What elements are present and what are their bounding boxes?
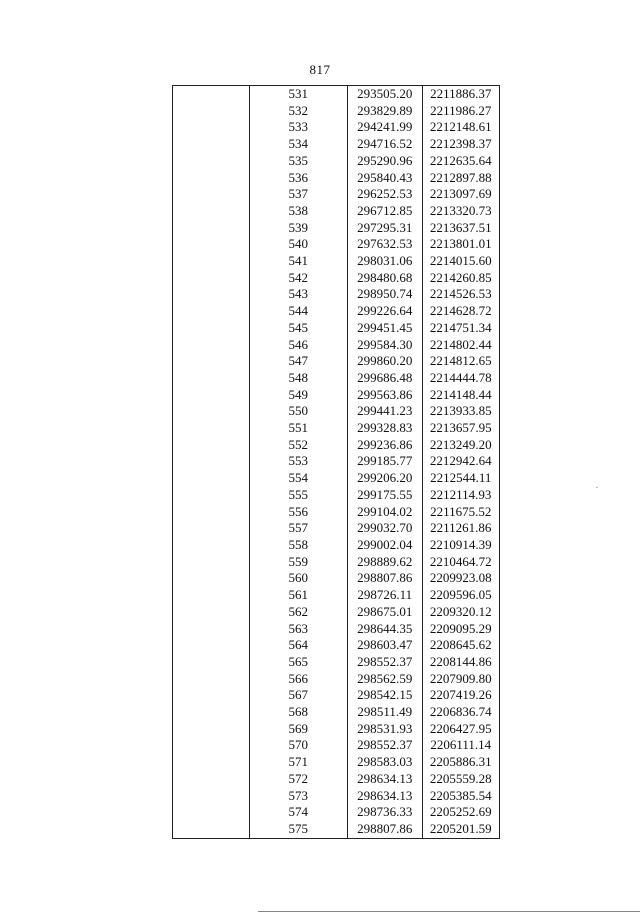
table-row bbox=[173, 504, 500, 521]
blank-cell bbox=[173, 721, 250, 738]
y-coordinate-cell: 2213249.20 bbox=[422, 437, 499, 454]
table-row bbox=[173, 537, 500, 554]
point-number-cell: 544 bbox=[288, 303, 308, 319]
x-coordinate-cell: 299451.45 bbox=[348, 320, 422, 337]
y-coordinate-cell: 2213097.69 bbox=[422, 186, 499, 203]
x-coordinate-cell: 299584.30 bbox=[348, 337, 422, 354]
x-coordinate-cell: 298552.37 bbox=[348, 737, 422, 754]
y-coordinate-cell: 2206836.74 bbox=[422, 704, 499, 721]
table-row bbox=[173, 320, 500, 337]
blank-cell bbox=[173, 437, 250, 454]
blank-cell bbox=[173, 337, 250, 354]
x-coordinate-cell: 298950.74 bbox=[348, 286, 422, 303]
point-number-cell: 556 bbox=[288, 503, 308, 519]
y-coordinate-cell: 2214802.44 bbox=[422, 337, 499, 354]
blank-cell bbox=[173, 203, 250, 220]
blank-cell bbox=[173, 103, 250, 120]
x-coordinate-cell: 298031.06 bbox=[348, 253, 422, 270]
x-coordinate-cell: 299563.86 bbox=[348, 387, 422, 404]
blank-cell bbox=[173, 253, 250, 270]
x-coordinate-cell: 293505.20 bbox=[348, 86, 422, 103]
y-coordinate-cell: 2211261.86 bbox=[422, 520, 499, 537]
x-coordinate-cell: 297295.31 bbox=[348, 220, 422, 237]
table-row bbox=[173, 788, 500, 805]
blank-cell bbox=[173, 403, 250, 420]
point-number-cell: 560 bbox=[288, 570, 308, 586]
table-row bbox=[173, 236, 500, 253]
blank-cell bbox=[173, 353, 250, 370]
x-coordinate-cell: 298889.62 bbox=[348, 554, 422, 571]
point-number-cell: 537 bbox=[288, 186, 308, 202]
y-coordinate-cell: 2211886.37 bbox=[422, 86, 499, 103]
blank-cell bbox=[173, 119, 250, 136]
x-coordinate-cell: 295290.96 bbox=[348, 153, 422, 170]
table-row bbox=[173, 270, 500, 287]
blank-cell bbox=[173, 136, 250, 153]
x-coordinate-cell: 298675.01 bbox=[348, 604, 422, 621]
table-row bbox=[173, 170, 500, 187]
y-coordinate-cell: 2212897.88 bbox=[422, 170, 499, 187]
y-coordinate-cell: 2214148.44 bbox=[422, 387, 499, 404]
blank-cell bbox=[173, 687, 250, 704]
table-row bbox=[173, 704, 500, 721]
table-row bbox=[173, 253, 500, 270]
x-coordinate-cell: 298644.35 bbox=[348, 621, 422, 638]
point-number-cell: 546 bbox=[288, 336, 308, 352]
table-row bbox=[173, 420, 500, 437]
y-coordinate-cell: 2206427.95 bbox=[422, 721, 499, 738]
y-coordinate-cell: 2214526.53 bbox=[422, 286, 499, 303]
y-coordinate-cell: 2208144.86 bbox=[422, 654, 499, 671]
point-number-cell: 566 bbox=[288, 670, 308, 686]
y-coordinate-cell: 2205385.54 bbox=[422, 788, 499, 805]
x-coordinate-cell: 298807.86 bbox=[348, 821, 422, 838]
y-coordinate-cell: 2212398.37 bbox=[422, 136, 499, 153]
table-row bbox=[173, 804, 500, 821]
point-number-cell: 542 bbox=[288, 269, 308, 285]
point-number-cell: 575 bbox=[250, 821, 348, 838]
y-coordinate-cell: 2209923.08 bbox=[422, 570, 499, 587]
y-coordinate-cell: 2207909.80 bbox=[422, 671, 499, 688]
table-row bbox=[173, 470, 500, 487]
x-coordinate-cell: 299185.77 bbox=[348, 453, 422, 470]
table-row bbox=[173, 771, 500, 788]
blank-cell bbox=[173, 671, 250, 688]
y-coordinate-cell: 2214015.60 bbox=[422, 253, 499, 270]
blank-cell bbox=[173, 504, 250, 521]
blank-cell bbox=[173, 153, 250, 170]
table-row bbox=[173, 737, 500, 754]
y-coordinate-cell: 2212635.64 bbox=[422, 153, 499, 170]
x-coordinate-cell: 299441.23 bbox=[348, 403, 422, 420]
x-coordinate-cell: 299002.04 bbox=[348, 537, 422, 554]
table-row bbox=[173, 387, 500, 404]
y-coordinate-cell: 2213801.01 bbox=[422, 236, 499, 253]
point-number-cell: 539 bbox=[288, 219, 308, 235]
y-coordinate-cell: 2213933.85 bbox=[422, 403, 499, 420]
table-row bbox=[173, 637, 500, 654]
x-coordinate-cell: 299175.55 bbox=[348, 487, 422, 504]
x-coordinate-cell: 298552.37 bbox=[348, 654, 422, 671]
point-number-cell: 548 bbox=[288, 369, 308, 385]
table-row bbox=[173, 86, 500, 103]
blank-cell bbox=[173, 654, 250, 671]
point-number-cell: 572 bbox=[288, 770, 308, 786]
x-coordinate-cell: 294241.99 bbox=[348, 119, 422, 136]
x-coordinate-cell: 298634.13 bbox=[348, 788, 422, 805]
blank-cell bbox=[173, 170, 250, 187]
point-number-cell: 551 bbox=[288, 420, 308, 436]
x-coordinate-cell: 298511.49 bbox=[348, 704, 422, 721]
x-coordinate-cell: 296712.85 bbox=[348, 203, 422, 220]
page-bottom-rule bbox=[258, 911, 640, 912]
blank-cell bbox=[173, 270, 250, 287]
point-number-cell: 552 bbox=[288, 436, 308, 452]
blank-cell bbox=[173, 604, 250, 621]
blank-cell bbox=[173, 570, 250, 587]
blank-cell bbox=[173, 821, 250, 838]
x-coordinate-cell: 298531.93 bbox=[348, 721, 422, 738]
y-coordinate-cell: 2209320.12 bbox=[422, 604, 499, 621]
blank-cell bbox=[173, 286, 250, 303]
point-number-cell: 561 bbox=[288, 587, 308, 603]
blank-cell bbox=[173, 704, 250, 721]
y-coordinate-cell: 2214751.34 bbox=[422, 320, 499, 337]
blank-cell bbox=[173, 621, 250, 638]
y-coordinate-cell: 2205559.28 bbox=[422, 771, 499, 788]
point-number-cell: 557 bbox=[288, 520, 308, 536]
table-row bbox=[173, 353, 500, 370]
page-number: 817 bbox=[309, 62, 331, 77]
y-coordinate-cell: 2208645.62 bbox=[422, 637, 499, 654]
x-coordinate-cell: 299206.20 bbox=[348, 470, 422, 487]
point-number-cell: 563 bbox=[288, 620, 308, 636]
blank-cell bbox=[173, 320, 250, 337]
point-number-cell: 535 bbox=[288, 152, 308, 168]
blank-cell bbox=[173, 303, 250, 320]
x-coordinate-cell: 299226.64 bbox=[348, 303, 422, 320]
blank-cell bbox=[173, 788, 250, 805]
x-coordinate-cell: 299328.83 bbox=[348, 420, 422, 437]
x-coordinate-cell: 298603.47 bbox=[348, 637, 422, 654]
table-row bbox=[173, 821, 500, 838]
x-coordinate-cell: 295840.43 bbox=[348, 170, 422, 187]
table-row bbox=[173, 203, 500, 220]
point-number-cell: 540 bbox=[288, 236, 308, 252]
point-number-cell: 534 bbox=[288, 136, 308, 152]
blank-cell bbox=[173, 520, 250, 537]
table-row bbox=[173, 153, 500, 170]
point-number-cell: 547 bbox=[288, 353, 308, 369]
y-coordinate-cell: 2214260.85 bbox=[422, 270, 499, 287]
table-row bbox=[173, 370, 500, 387]
table-row bbox=[173, 604, 500, 621]
table-row bbox=[173, 220, 500, 237]
blank-cell bbox=[173, 637, 250, 654]
y-coordinate-cell: 2214628.72 bbox=[422, 303, 499, 320]
x-coordinate-cell: 298736.33 bbox=[348, 804, 422, 821]
x-coordinate-cell: 296252.53 bbox=[348, 186, 422, 203]
point-number-cell: 550 bbox=[288, 403, 308, 419]
x-coordinate-cell: 298726.11 bbox=[348, 587, 422, 604]
y-coordinate-cell: 2214812.65 bbox=[422, 353, 499, 370]
point-number-cell: 574 bbox=[288, 804, 308, 820]
point-number-cell: 555 bbox=[288, 486, 308, 502]
point-number-cell: 570 bbox=[288, 737, 308, 753]
x-coordinate-cell: 299104.02 bbox=[348, 504, 422, 521]
y-coordinate-cell: 2205252.69 bbox=[422, 804, 499, 821]
y-coordinate-cell: 2212148.61 bbox=[422, 119, 499, 136]
table-row bbox=[173, 621, 500, 638]
blank-cell bbox=[173, 370, 250, 387]
point-number-cell: 536 bbox=[288, 169, 308, 185]
x-coordinate-cell: 294716.52 bbox=[348, 136, 422, 153]
coordinates-table bbox=[172, 85, 500, 839]
table-row bbox=[173, 671, 500, 688]
y-coordinate-cell: 2212114.93 bbox=[422, 487, 499, 504]
point-number-cell: 532 bbox=[288, 102, 308, 118]
blank-cell bbox=[173, 804, 250, 821]
blank-cell bbox=[173, 537, 250, 554]
point-number-cell: 543 bbox=[288, 286, 308, 302]
blank-cell bbox=[173, 420, 250, 437]
blank-cell bbox=[173, 771, 250, 788]
y-coordinate-cell: 2213320.73 bbox=[422, 203, 499, 220]
blank-cell bbox=[173, 186, 250, 203]
table-row bbox=[173, 754, 500, 771]
table-row bbox=[173, 303, 500, 320]
point-number-cell: 569 bbox=[288, 720, 308, 736]
x-coordinate-cell: 298634.13 bbox=[348, 771, 422, 788]
y-coordinate-cell: 2213637.51 bbox=[422, 220, 499, 237]
table-row bbox=[173, 587, 500, 604]
blank-cell bbox=[173, 220, 250, 237]
x-coordinate-cell: 293829.89 bbox=[348, 103, 422, 120]
x-coordinate-cell: 298562.59 bbox=[348, 671, 422, 688]
y-coordinate-cell: 2212544.11 bbox=[422, 470, 499, 487]
y-coordinate-cell: 2213657.95 bbox=[422, 420, 499, 437]
y-coordinate-cell: 2207419.26 bbox=[422, 687, 499, 704]
x-coordinate-cell: 298807.86 bbox=[348, 570, 422, 587]
y-coordinate-cell: 2205201.59 bbox=[422, 821, 499, 838]
blank-cell bbox=[173, 470, 250, 487]
table-row bbox=[173, 687, 500, 704]
y-coordinate-cell: 2212942.64 bbox=[422, 453, 499, 470]
table-row bbox=[173, 554, 500, 571]
table-row bbox=[173, 103, 500, 120]
point-number-cell: 533 bbox=[288, 119, 308, 135]
point-number-cell: 553 bbox=[288, 453, 308, 469]
y-coordinate-cell: 2209095.29 bbox=[422, 621, 499, 638]
y-coordinate-cell: 2214444.78 bbox=[422, 370, 499, 387]
point-number-cell: 538 bbox=[288, 202, 308, 218]
blank-cell bbox=[173, 737, 250, 754]
x-coordinate-cell: 299236.86 bbox=[348, 437, 422, 454]
table-row bbox=[173, 721, 500, 738]
scan-artifact bbox=[596, 487, 598, 488]
point-number-cell: 554 bbox=[288, 470, 308, 486]
blank-cell bbox=[173, 587, 250, 604]
table-row bbox=[173, 337, 500, 354]
blank-cell bbox=[173, 236, 250, 253]
y-coordinate-cell: 2205886.31 bbox=[422, 754, 499, 771]
point-number-cell: 568 bbox=[288, 704, 308, 720]
table-row bbox=[173, 453, 500, 470]
y-coordinate-cell: 2211675.52 bbox=[422, 504, 499, 521]
table-row bbox=[173, 654, 500, 671]
blank-cell bbox=[173, 86, 250, 103]
table-row bbox=[173, 570, 500, 587]
blank-cell bbox=[173, 487, 250, 504]
x-coordinate-cell: 299032.70 bbox=[348, 520, 422, 537]
blank-cell bbox=[173, 453, 250, 470]
y-coordinate-cell: 2209596.05 bbox=[422, 587, 499, 604]
coordinates-table-body bbox=[173, 86, 500, 839]
blank-cell bbox=[173, 754, 250, 771]
y-coordinate-cell: 2211986.27 bbox=[422, 103, 499, 120]
point-number-cell: 562 bbox=[288, 603, 308, 619]
blank-cell bbox=[173, 387, 250, 404]
x-coordinate-cell: 297632.53 bbox=[348, 236, 422, 253]
x-coordinate-cell: 299860.20 bbox=[348, 353, 422, 370]
point-number-cell: 549 bbox=[288, 386, 308, 402]
y-coordinate-cell: 2210914.39 bbox=[422, 537, 499, 554]
x-coordinate-cell: 299686.48 bbox=[348, 370, 422, 387]
table-row bbox=[173, 136, 500, 153]
y-coordinate-cell: 2206111.14 bbox=[422, 737, 499, 754]
table-row bbox=[173, 286, 500, 303]
x-coordinate-cell: 298480.68 bbox=[348, 270, 422, 287]
table-row bbox=[173, 437, 500, 454]
table-row bbox=[173, 403, 500, 420]
blank-cell bbox=[173, 554, 250, 571]
point-number-cell: 545 bbox=[288, 319, 308, 335]
x-coordinate-cell: 298583.03 bbox=[348, 754, 422, 771]
point-number-cell: 558 bbox=[288, 536, 308, 552]
table-row bbox=[173, 487, 500, 504]
point-number-cell: 571 bbox=[288, 754, 308, 770]
point-number-cell: 567 bbox=[288, 687, 308, 703]
y-coordinate-cell: 2210464.72 bbox=[422, 554, 499, 571]
table-row bbox=[173, 119, 500, 136]
point-number-cell: 531 bbox=[250, 86, 348, 103]
point-number-cell: 564 bbox=[288, 637, 308, 653]
table-row bbox=[173, 186, 500, 203]
x-coordinate-cell: 298542.15 bbox=[348, 687, 422, 704]
point-number-cell: 565 bbox=[288, 653, 308, 669]
point-number-cell: 573 bbox=[288, 787, 308, 803]
table-row bbox=[173, 520, 500, 537]
point-number-cell: 559 bbox=[288, 553, 308, 569]
point-number-cell: 541 bbox=[288, 253, 308, 269]
